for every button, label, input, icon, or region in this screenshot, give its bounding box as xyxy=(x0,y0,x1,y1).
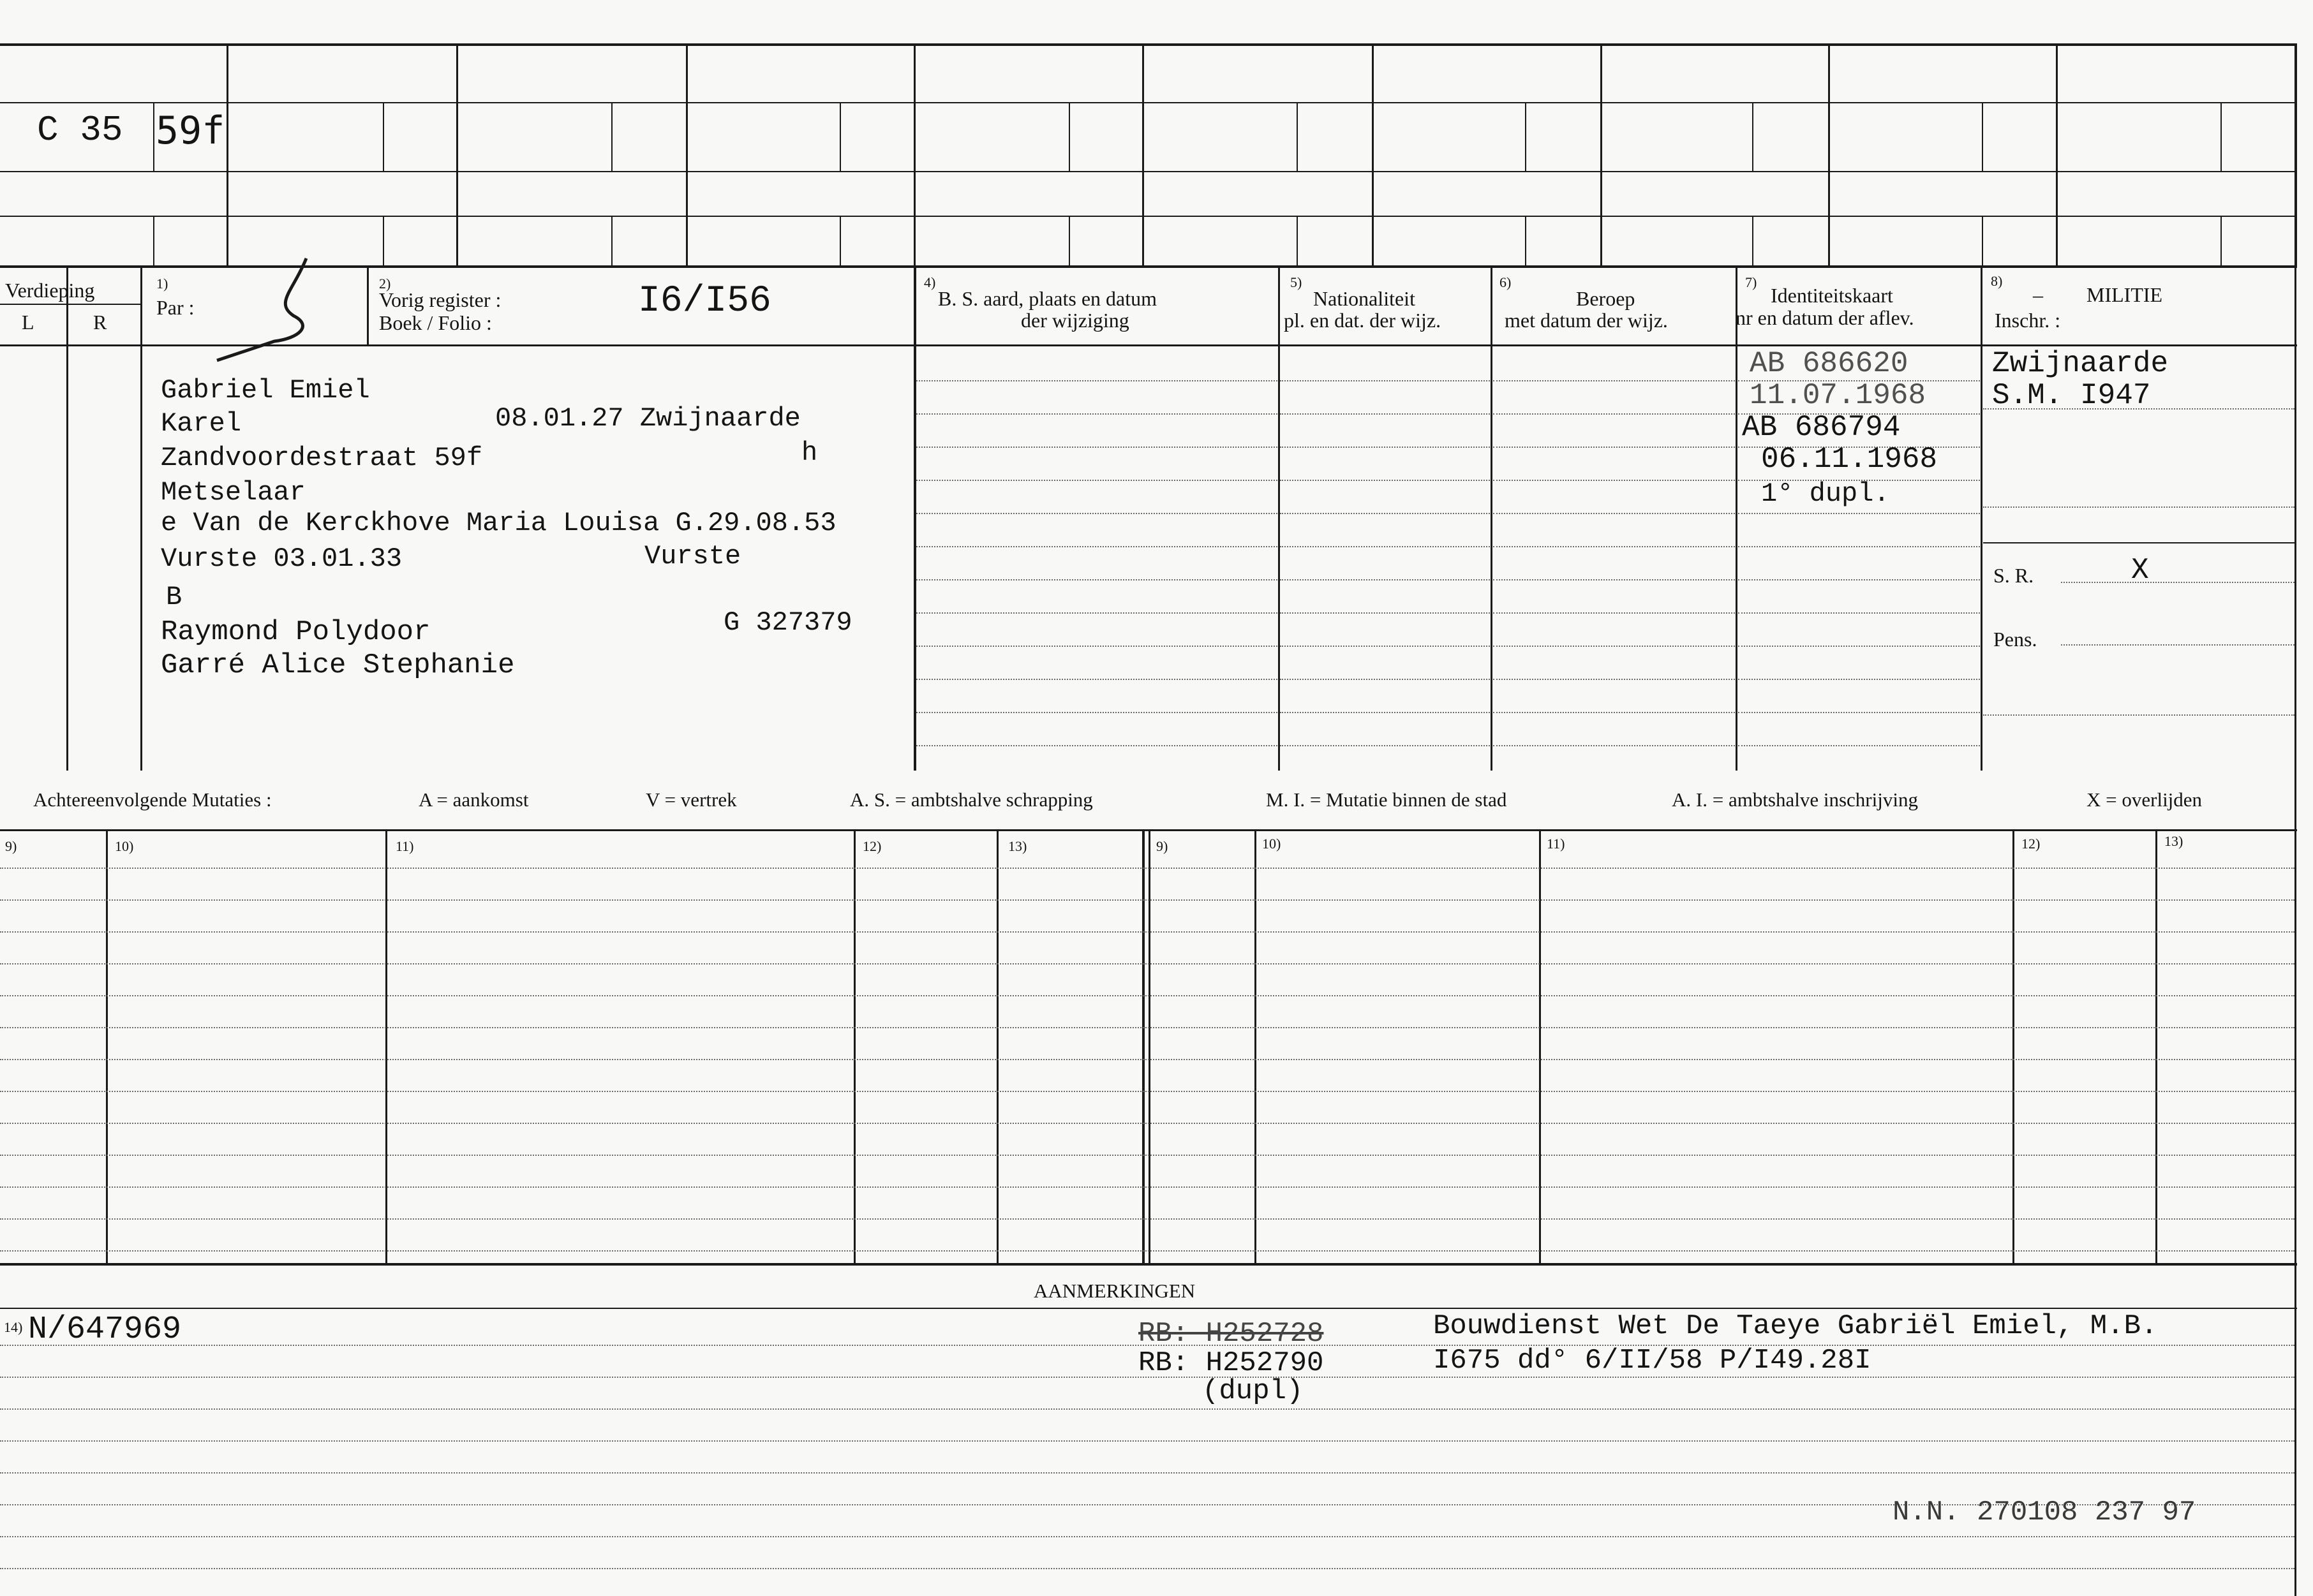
rule-line xyxy=(0,304,140,305)
rule-line xyxy=(914,43,916,265)
rule-line xyxy=(1752,216,1753,265)
id-card-2-date: 06.11.1968 xyxy=(1761,443,1938,476)
rule-line xyxy=(840,102,841,171)
legend-v: V = vertrek xyxy=(646,788,737,811)
mut-col-9: 9) xyxy=(5,838,17,854)
house-number-value: 59f xyxy=(156,108,225,153)
rule-line xyxy=(916,712,1277,713)
rule-line xyxy=(2061,582,2294,583)
rule-line xyxy=(2294,43,2297,265)
person-mother: Garré Alice Stephanie xyxy=(161,649,515,681)
remark-nn-number: N/647969 xyxy=(28,1312,182,1348)
rule-line xyxy=(1278,268,1280,771)
rule-line xyxy=(153,102,154,171)
rule-line xyxy=(1280,612,1490,614)
rule-line xyxy=(1069,216,1070,265)
rule-line xyxy=(0,1536,2294,1537)
rule-line xyxy=(0,995,2294,996)
rule-line xyxy=(0,216,2297,217)
rule-line xyxy=(1149,829,1150,1263)
par-label: Par : xyxy=(156,296,195,319)
militie-sm: S.M. I947 xyxy=(1992,379,2151,412)
rule-line xyxy=(1069,102,1070,171)
rule-line xyxy=(106,829,108,1263)
militie-place: Zwijnaarde xyxy=(1992,347,2169,380)
rule-line xyxy=(916,480,1277,481)
rule-line xyxy=(916,380,1277,381)
par-handwritten-mark xyxy=(204,252,370,367)
mut-col-11: 11) xyxy=(396,838,414,854)
rule-line xyxy=(0,102,2297,103)
beroep-label-2: met datum der wijz. xyxy=(1505,309,1668,332)
note-6: 6) xyxy=(1499,274,1512,290)
person-spouse-place: Vurste xyxy=(644,541,741,572)
rule-line xyxy=(914,268,916,771)
person-occupation: Metselaar xyxy=(161,477,306,508)
rule-line xyxy=(1983,542,2294,543)
rule-line xyxy=(383,102,384,171)
remark-dupl: (dupl) xyxy=(1202,1375,1304,1407)
person-address-mark: h xyxy=(801,438,818,468)
rule-line xyxy=(1493,745,1735,746)
mutaties-title: Achtereenvolgende Mutaties : xyxy=(33,788,272,811)
person-address: Zandvoordestraat 59f xyxy=(161,443,483,473)
rule-line xyxy=(0,1568,2294,1569)
rule-line xyxy=(916,447,1277,448)
person-name-karel: Karel xyxy=(161,408,242,439)
note-14: 14) xyxy=(4,1319,23,1335)
rule-line xyxy=(1280,712,1490,713)
rule-line xyxy=(1372,43,1374,265)
rule-line xyxy=(0,1440,2294,1442)
bs-label-2: der wijziging xyxy=(1021,309,1129,332)
rule-line xyxy=(1142,43,1144,265)
legend-x: X = overlijden xyxy=(2086,788,2203,811)
rule-line xyxy=(611,102,613,171)
rule-line xyxy=(2056,43,2058,265)
rule-line xyxy=(0,1250,2294,1252)
rule-line xyxy=(1600,43,1602,265)
rule-line xyxy=(2155,829,2157,1263)
rule-line xyxy=(1982,216,1983,265)
mut-col-11b: 11) xyxy=(1547,836,1565,852)
rule-line xyxy=(1493,712,1735,713)
rule-line xyxy=(1142,829,1145,1263)
rule-line xyxy=(0,1186,2294,1188)
rule-line xyxy=(456,43,458,265)
bs-label-1: B. S. aard, plaats en datum xyxy=(938,287,1157,310)
rule-line xyxy=(1297,102,1298,171)
rule-line xyxy=(916,646,1277,647)
rule-line xyxy=(1738,546,1980,547)
rule-line xyxy=(2220,216,2222,265)
rule-line xyxy=(1493,579,1735,580)
rule-line xyxy=(153,216,154,265)
rule-line xyxy=(0,1472,2294,1474)
rule-line xyxy=(1493,513,1735,514)
vorig-label: Vorig register : xyxy=(379,288,502,311)
rule-line xyxy=(0,1123,2294,1124)
note-2: 2) xyxy=(379,276,391,292)
code-value: C 35 xyxy=(37,110,123,151)
legend-mi: M. I. = Mutatie binnen de stad xyxy=(1266,788,1507,811)
rule-line xyxy=(611,216,613,265)
rule-line xyxy=(1493,380,1735,381)
person-first-names: Gabriel Emiel xyxy=(161,375,370,406)
rule-line xyxy=(1736,268,1737,771)
rule-line xyxy=(1752,102,1753,171)
legend-ai: A. I. = ambtshalve inschrijving xyxy=(1672,788,1918,811)
rule-line xyxy=(1280,579,1490,580)
remark-rb-struck: RB: H252728 xyxy=(1138,1318,1324,1350)
pens-label: Pens. xyxy=(1993,628,2037,651)
inschr-label: Inschr. : xyxy=(1995,309,2061,332)
rule-line xyxy=(1738,646,1980,647)
rule-line xyxy=(0,1091,2294,1092)
rule-line xyxy=(0,963,2294,964)
rule-line xyxy=(916,546,1277,547)
legend-as: A. S. = ambtshalve schrapping xyxy=(850,788,1093,811)
rule-line xyxy=(1738,679,1980,680)
rule-line xyxy=(1981,268,1982,771)
rule-line xyxy=(0,1308,2297,1309)
sr-value: X xyxy=(2131,554,2149,587)
rule-line xyxy=(1493,447,1735,448)
mut-col-9b: 9) xyxy=(1156,838,1168,854)
id-label-1: Identiteitskaart xyxy=(1771,284,1893,307)
rule-line xyxy=(1280,745,1490,746)
id-card-2: AB 686794 xyxy=(1742,411,1901,444)
rule-line xyxy=(66,268,68,771)
mut-col-13b: 13) xyxy=(2164,833,2183,849)
note-1: 1) xyxy=(156,276,168,292)
militie-label: MILITIE xyxy=(2086,283,2163,306)
rule-line xyxy=(385,829,387,1263)
rule-line xyxy=(916,579,1277,580)
remark-rb: RB: H252790 xyxy=(1138,1347,1324,1379)
rule-line xyxy=(1983,506,2294,508)
rule-line xyxy=(1493,679,1735,680)
rule-line xyxy=(0,1408,2294,1410)
rule-line xyxy=(383,216,384,265)
note-5: 5) xyxy=(1290,274,1302,290)
mut-col-12b: 12) xyxy=(2021,836,2041,852)
rule-line xyxy=(1738,513,1980,514)
remark-national-number: N.N. 270108 237 97 xyxy=(1893,1496,2196,1528)
rule-line xyxy=(1491,268,1492,771)
rule-line xyxy=(2294,268,2296,1596)
rule-line xyxy=(0,1027,2294,1028)
legend-a: A = aankomst xyxy=(419,788,529,811)
rule-line xyxy=(1983,714,2294,716)
rule-line xyxy=(1280,546,1490,547)
remark-bouwdienst-ref: I675 dd° 6/II/58 P/I49.28I xyxy=(1433,1345,1871,1377)
register-value: I6/I56 xyxy=(638,281,771,322)
id-label-2: nr en datum der aflev. xyxy=(1736,306,1914,329)
rule-line xyxy=(0,1155,2294,1156)
verdieping-label: Verdieping xyxy=(5,279,95,302)
mut-col-13: 13) xyxy=(1008,838,1027,854)
rule-line xyxy=(1493,480,1735,481)
id-card-1-date: 11.07.1968 xyxy=(1750,379,1926,412)
rule-line xyxy=(0,1059,2294,1060)
rule-line xyxy=(0,931,2294,933)
rule-line xyxy=(997,829,999,1263)
rule-line xyxy=(1254,829,1256,1263)
rule-line xyxy=(916,679,1277,680)
rule-line xyxy=(1525,216,1526,265)
rule-line xyxy=(916,612,1277,614)
rule-line xyxy=(916,513,1277,514)
sr-label: S. R. xyxy=(1993,564,2034,587)
person-b: B xyxy=(166,582,182,612)
rule-line xyxy=(1493,612,1735,614)
nat-label-2: pl. en dat. der wijz. xyxy=(1284,309,1441,332)
person-father: Raymond Polydoor xyxy=(161,616,431,648)
rule-line xyxy=(1280,447,1490,448)
person-spouse: e Van de Kerckhove Maria Louisa G.29.08.53 xyxy=(161,508,837,538)
note-8: 8) xyxy=(1991,273,2003,289)
rule-line xyxy=(0,1218,2294,1220)
rule-line xyxy=(0,899,2294,901)
rule-line xyxy=(1828,43,1830,265)
rule-line xyxy=(1280,679,1490,680)
rule-line xyxy=(916,745,1277,746)
rule-line xyxy=(2061,644,2294,646)
rule-line xyxy=(1280,480,1490,481)
aanmerkingen-title: AANMERKINGEN xyxy=(1034,1280,1196,1302)
rule-line xyxy=(1280,513,1490,514)
rule-line xyxy=(916,413,1277,415)
beroep-label-1: Beroep xyxy=(1576,287,1635,310)
rule-line xyxy=(1982,102,1983,171)
person-birth: 08.01.27 Zwijnaarde xyxy=(495,403,801,434)
verdieping-r: R xyxy=(93,311,107,334)
rule-line xyxy=(227,43,228,265)
mut-col-10b: 10) xyxy=(1262,836,1281,852)
rule-line xyxy=(1525,102,1526,171)
rule-line xyxy=(1738,612,1980,614)
mut-col-12: 12) xyxy=(863,838,882,854)
rule-line xyxy=(686,43,688,265)
rule-line xyxy=(2220,102,2222,171)
nat-label-1: Nationaliteit xyxy=(1313,287,1415,310)
note-4: 4) xyxy=(924,274,936,290)
militie-dash: – xyxy=(2033,283,2043,306)
rule-line xyxy=(1493,413,1735,415)
rule-line xyxy=(840,216,841,265)
rule-line xyxy=(1493,546,1735,547)
verdieping-l: L xyxy=(22,311,34,334)
remark-bouwdienst: Bouwdienst Wet De Taeye Gabriël Emiel, M.B. xyxy=(1433,1310,2158,1342)
id-card-1: AB 686620 xyxy=(1750,347,1908,380)
mut-col-10: 10) xyxy=(115,838,134,854)
rule-line xyxy=(1738,745,1980,746)
rule-line xyxy=(1297,216,1298,265)
rule-line xyxy=(1493,646,1735,647)
rule-line xyxy=(0,43,2297,46)
rule-line xyxy=(0,868,2294,869)
rule-line xyxy=(0,1263,2297,1266)
id-card-dupl: 1° dupl. xyxy=(1761,478,1890,509)
rule-line xyxy=(2012,829,2014,1263)
rule-line xyxy=(1280,380,1490,381)
rule-line xyxy=(1738,712,1980,713)
rule-line xyxy=(1280,413,1490,415)
person-father-code: G 327379 xyxy=(724,607,852,638)
rule-line xyxy=(1539,829,1541,1263)
note-7: 7) xyxy=(1745,274,1757,290)
boek-label: Boek / Folio : xyxy=(379,311,492,334)
person-spouse-birth: Vurste 03.01.33 xyxy=(161,543,403,574)
rule-line xyxy=(1738,579,1980,580)
rule-line xyxy=(140,268,142,771)
rule-line xyxy=(854,829,856,1263)
rule-line xyxy=(1280,646,1490,647)
rule-line xyxy=(0,171,2297,172)
